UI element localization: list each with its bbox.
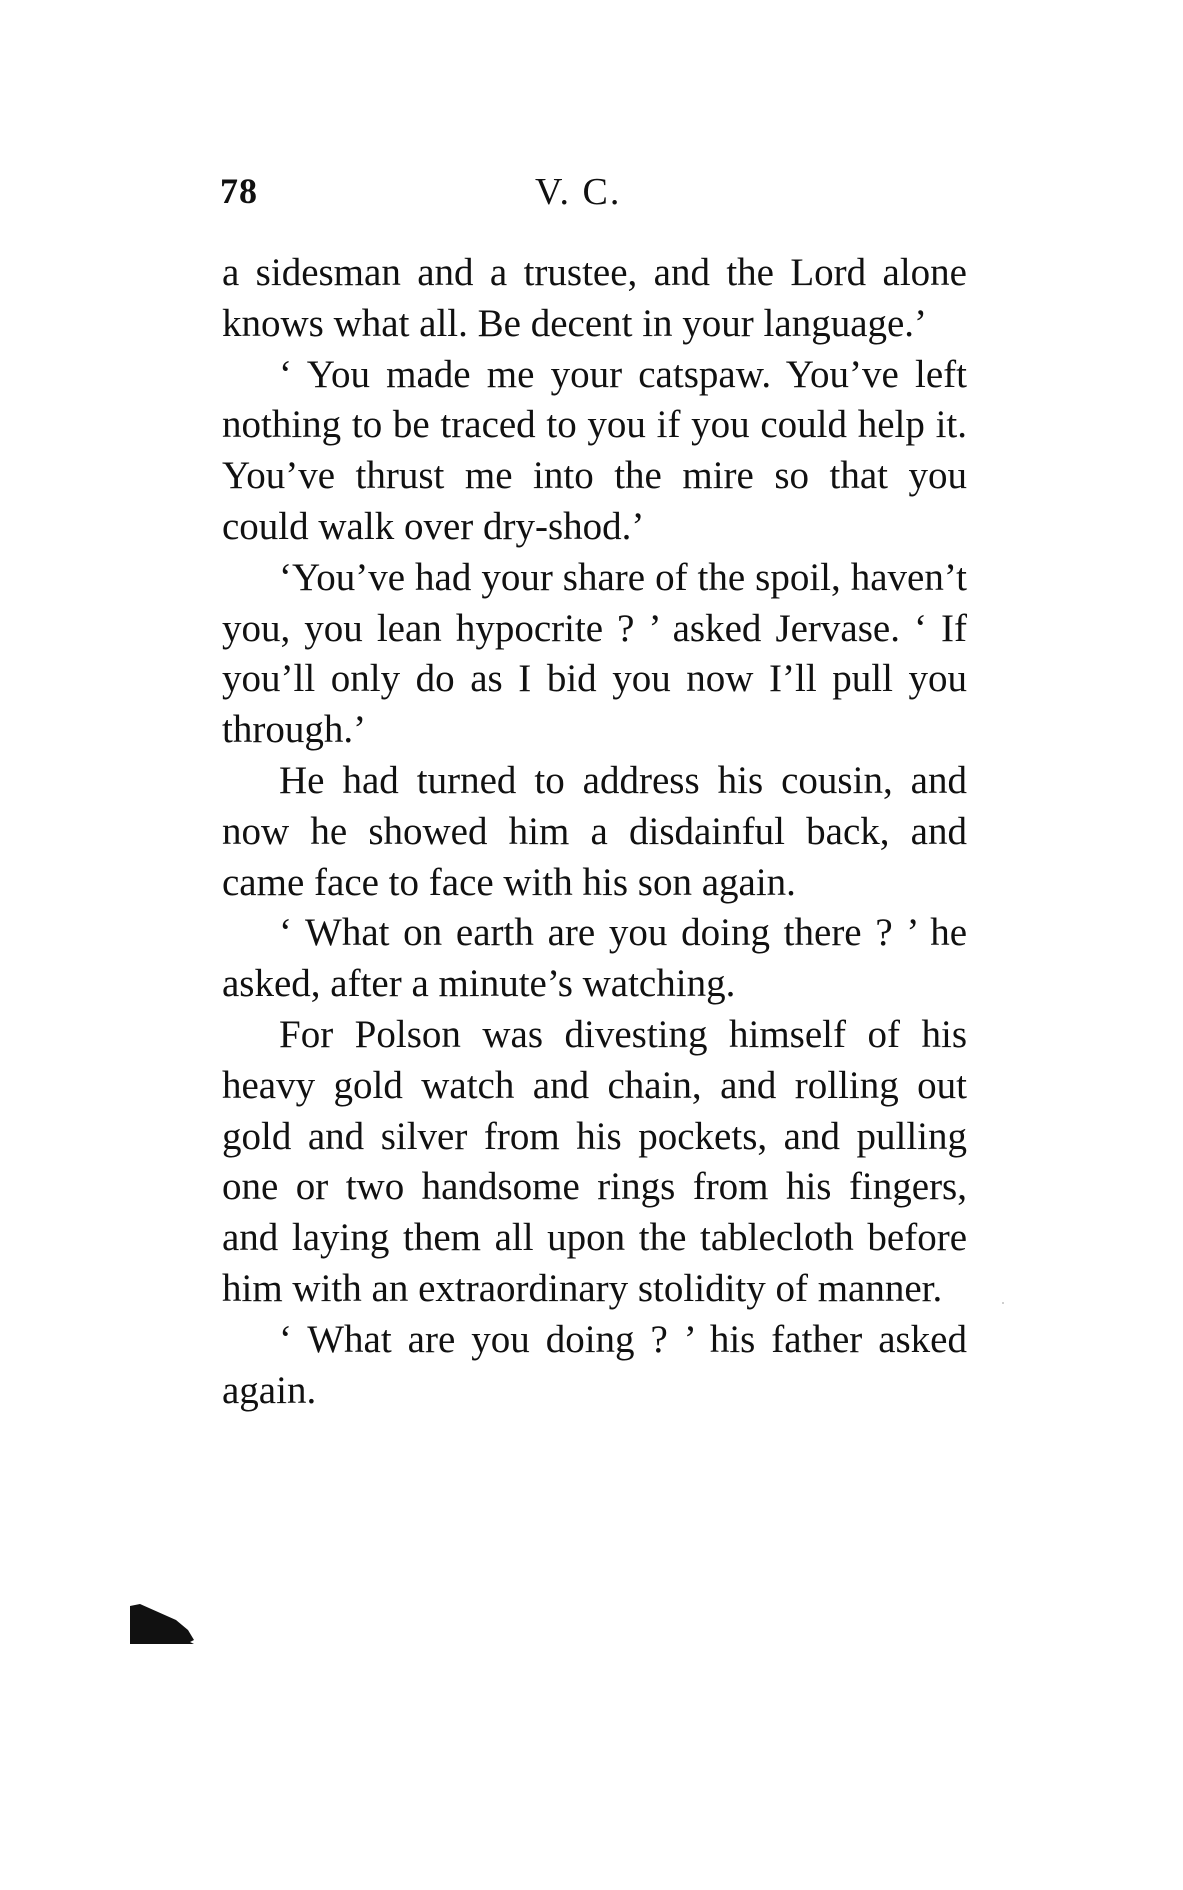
paragraph-7: ‘ What are you doing ? ’ his father asked again.: [222, 1317, 967, 1412]
page-corner-mark-icon: [128, 1602, 198, 1646]
paragraph-1: a sidesman and a trustee, and the Lord alone knows what all. Be decent in your language.’: [222, 251, 967, 345]
paragraph-6: For Polson was divesting himself of his heavy gold watch and chain, and rolling out gold and silver from his pockets, and pulling one or two handsome rings from his fingers, and laying them all upon the tablecloth before him with an extraordinary stolidity of manner.: [222, 1012, 967, 1310]
paper-speck: [1002, 1302, 1004, 1304]
body-text: [222, 248, 967, 1416]
page-number: 78: [220, 171, 258, 211]
paragraph-3: ‘You’ve had your share of the spoil, haven’t you, you lean hypocrite ? ’ asked Jervase. ‘ If you’ll only do as I bid you now I’ll pull you through.’: [222, 555, 967, 752]
running-head: [220, 170, 970, 220]
paragraph-2: ‘ You made me your catspaw. You’ve left nothing to be traced to you if you could help it. You’ve thrust me into the mire so that you could walk over dry-shod.’: [222, 352, 967, 548]
paragraph-5: ‘ What on earth are you doing there ? ’ he asked, after a minute’s watching.: [222, 911, 967, 1006]
running-title: V. C.: [535, 171, 622, 213]
paragraph-4: He had turned to address his cousin, and now he showed him a disdainful back, and came face to face with his son again.: [222, 758, 967, 904]
